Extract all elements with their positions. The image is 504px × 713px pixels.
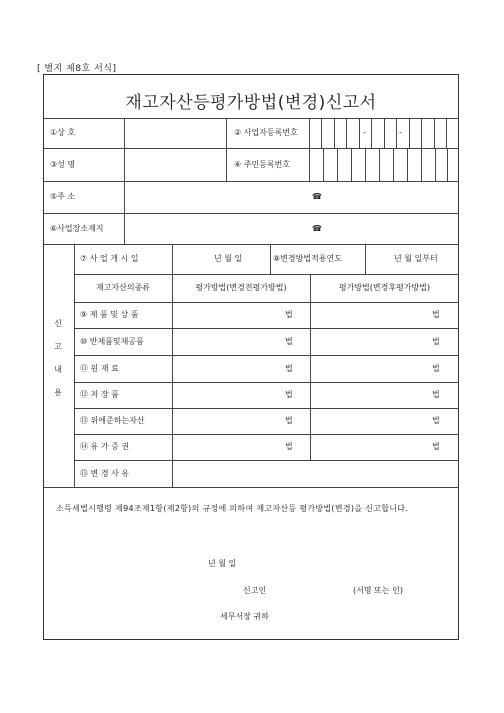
divider	[409, 118, 410, 148]
item-row-label: ⑫ 저 장 품	[80, 390, 119, 399]
phone-icon: ☎	[312, 224, 322, 233]
item-after-unit: 법	[432, 390, 440, 399]
item-row-label: ⑩ 반제품및재공품	[80, 337, 144, 346]
divider	[172, 244, 173, 487]
divider	[421, 118, 422, 148]
addressee: 세무서장 귀하	[220, 612, 269, 621]
signature-note: (서명 또는 인)	[353, 586, 403, 595]
change-reason-label: ⑮ 변 경 사 유	[80, 469, 130, 478]
divider	[74, 382, 459, 383]
divider	[74, 434, 459, 435]
divider	[321, 118, 322, 148]
divider	[43, 148, 459, 149]
item-after-unit: 법	[432, 416, 440, 425]
phone-icon: ☎	[312, 192, 322, 201]
form-number-label: [ 별지 제8호 서식]	[37, 64, 117, 74]
change-year-label: ⑧변경방법적용연도	[273, 254, 342, 263]
report-content-side-label	[52, 312, 64, 404]
divider	[74, 274, 459, 275]
divider	[393, 148, 394, 181]
change-year-value: 년 월 일부터	[394, 254, 438, 263]
divider	[365, 244, 366, 274]
business-start-date-value: 년 월 일	[214, 254, 243, 263]
side-char: 신	[54, 319, 62, 328]
divider	[421, 148, 422, 181]
divider	[351, 148, 352, 181]
item-after-unit: 법	[432, 310, 440, 319]
divider	[396, 118, 397, 148]
item-after-unit: 법	[432, 337, 440, 346]
divider	[323, 148, 324, 181]
divider	[74, 355, 459, 356]
item-row-label: ⑨ 제 품 및 상 품	[80, 310, 139, 319]
divider	[337, 148, 338, 181]
divider	[384, 118, 385, 148]
side-char: 내	[54, 365, 62, 374]
item-before-unit: 법	[285, 337, 293, 346]
divider	[435, 148, 436, 181]
divider	[270, 244, 271, 274]
divider	[226, 118, 227, 181]
form-title: 재고자산등평가방법(변경)신고서	[125, 93, 377, 113]
side-char: 용	[54, 388, 62, 397]
address-label: ⑤주 소	[50, 192, 76, 201]
business-number-label: ② 사업자등록번호	[234, 128, 298, 137]
divider	[447, 148, 448, 181]
divider	[43, 244, 459, 245]
divider	[74, 244, 75, 487]
divider	[434, 118, 435, 148]
divider	[43, 487, 459, 488]
divider	[124, 118, 125, 244]
business-number-dash: -	[399, 128, 402, 137]
business-start-date-label: ⑦ 사 업 개 시 일	[80, 254, 139, 263]
company-name-label: ①상 호	[50, 128, 76, 137]
item-row-label: ⑪ 원 재 료	[80, 364, 119, 373]
divider	[365, 148, 366, 181]
divider	[446, 118, 447, 148]
declarant-label: 신고인	[243, 586, 267, 595]
resident-number-label: ④ 주민등록번호	[234, 160, 291, 169]
item-before-unit: 법	[285, 442, 293, 451]
item-before-unit: 법	[285, 310, 293, 319]
divider	[74, 302, 459, 303]
item-row-label: ⑬ 위에준하는자산	[80, 416, 145, 425]
divider	[346, 118, 347, 148]
item-before-unit: 법	[285, 364, 293, 373]
side-char: 고	[54, 342, 62, 351]
divider	[309, 118, 310, 181]
business-site-label: ⑥사업장소재지	[50, 224, 104, 233]
divider	[74, 460, 459, 461]
item-before-unit: 법	[285, 390, 293, 399]
method-after-header: 평가방법(변경후평가방법)	[338, 283, 431, 292]
item-after-unit: 법	[432, 364, 440, 373]
divider	[334, 118, 335, 148]
form-frame	[43, 74, 459, 640]
divider	[407, 148, 408, 181]
declaration-statement: 소득세법시행령 제94조제1항(제2항)의 규정에 의하여 재고자산등 평가방법(변경)을 신고합니다.	[56, 504, 409, 513]
divider	[371, 118, 372, 148]
divider	[74, 408, 459, 409]
representative-name-label: ③성 명	[50, 160, 76, 169]
divider	[310, 274, 311, 460]
business-number-dash: -	[363, 128, 366, 137]
divider	[359, 118, 360, 148]
divider	[379, 148, 380, 181]
divider	[43, 213, 459, 214]
item-after-unit: 법	[432, 442, 440, 451]
item-before-unit: 법	[285, 416, 293, 425]
date-line: 년 월 일	[208, 559, 237, 568]
divider	[74, 328, 459, 329]
divider	[43, 181, 459, 182]
method-before-header: 평가방법(변경전평가방법)	[195, 283, 287, 292]
item-row-label: ⑭ 유 가 증 권	[80, 442, 130, 451]
inventory-type-header: 재고자산의종류	[95, 283, 151, 292]
